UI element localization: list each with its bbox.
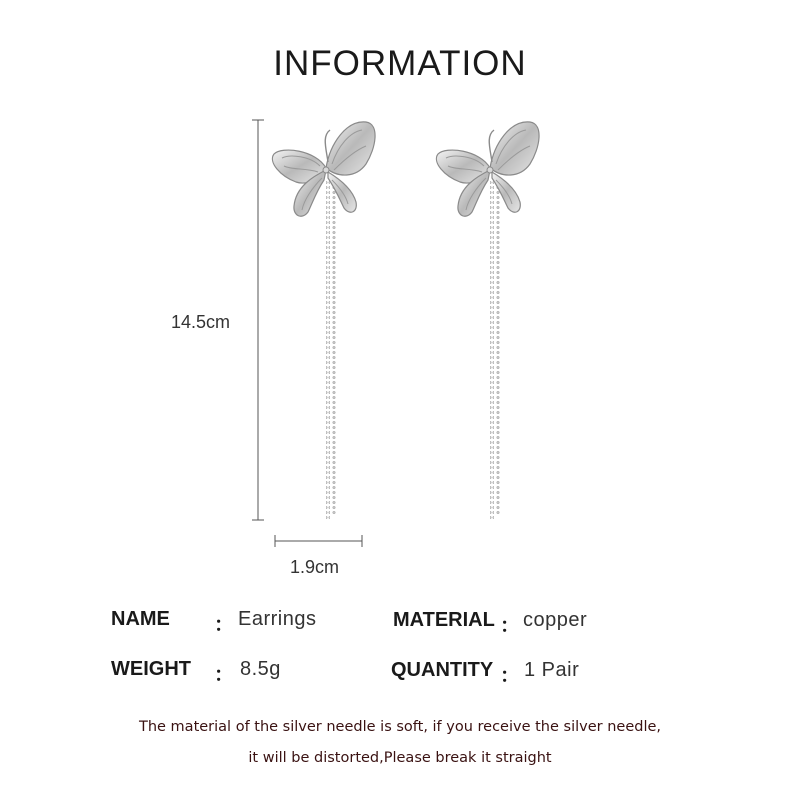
care-note-line-2: it will be distorted,Please break it straight [248,750,552,766]
spec-material-value: copper [523,609,588,631]
page-title: INFORMATION [273,44,527,83]
spec-quantity-value: 1 Pair [524,659,580,681]
spec-material-separator: ： [500,615,520,637]
left-earring [272,122,375,520]
spec-quantity-key: QUANTITY [391,659,494,681]
spec-name-separator: ： [214,614,234,636]
spec-material-key: MATERIAL [393,609,495,631]
spec-name-key: NAME [111,608,170,630]
height-dimension-line [252,120,264,520]
spec-weight-value: 8.5g [240,658,281,680]
spec-weight-key: WEIGHT [111,658,191,680]
right-earring [436,122,539,520]
spec-name-value: Earrings [238,608,317,630]
care-note-line-1: The material of the silver needle is soft, if you receive the silver needle, [138,719,662,735]
height-dimension-label: 14.5cm [171,312,231,332]
width-dimension-label: 1.9cm [290,557,340,577]
spec-weight-separator: ： [214,664,234,686]
spec-quantity-separator: ： [500,665,520,687]
width-dimension-line [275,535,362,547]
